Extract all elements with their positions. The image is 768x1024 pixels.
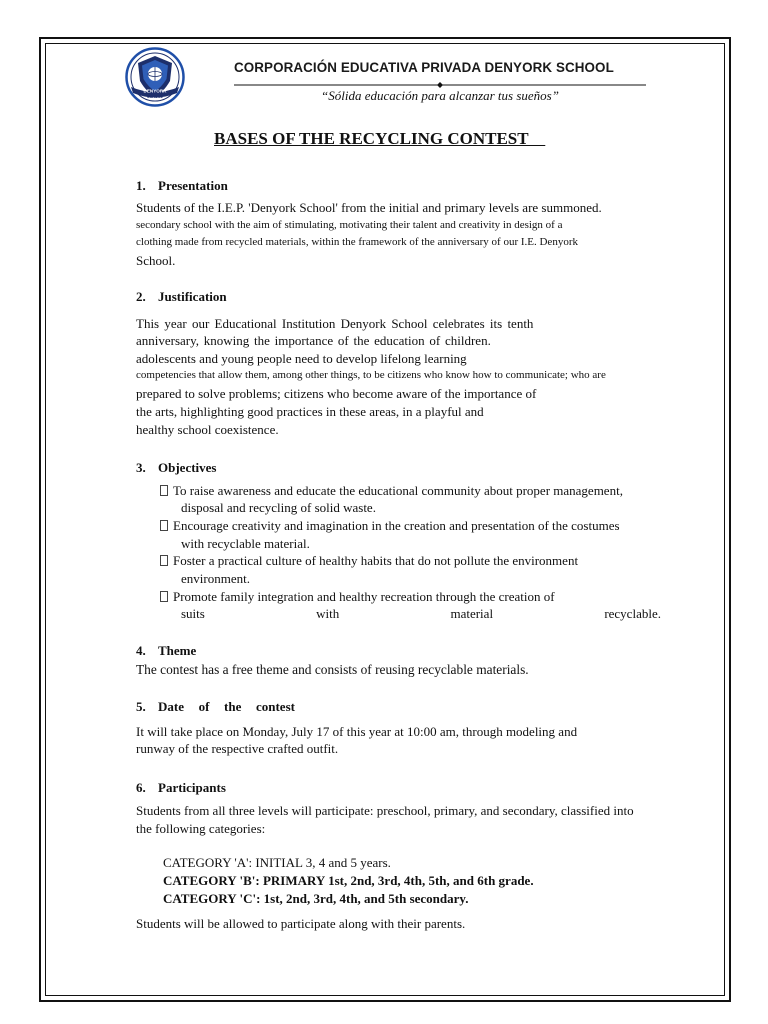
category-b: CATEGORY 'B': PRIMARY 1st, 2nd, 3rd, 4th, 5th, and 6th grade. — [163, 873, 534, 888]
objective-item-continued: disposal and recycling of solid waste. — [181, 500, 376, 515]
section-heading-objectives: 3. Objectives — [136, 460, 217, 475]
logo-text: DENYORK — [143, 88, 167, 94]
school-logo — [125, 47, 185, 107]
paragraph-line: adolescents and young people need to develop lifelong learning — [136, 351, 467, 366]
paragraph-line: the arts, highlighting good practices in these areas, in a playful and — [136, 404, 484, 419]
objective-item-continued: with recyclable material. — [181, 536, 310, 551]
paragraph-line: healthy school coexistence. — [136, 422, 279, 437]
bullet-box-icon — [160, 555, 168, 566]
paragraph-line: Students from all three levels will participate: preschool, primary, and secondary, classified into — [136, 803, 634, 818]
category-a: CATEGORY 'A': INITIAL 3, 4 and 5 years. — [163, 855, 391, 870]
section-heading-presentation: 1. Presentation — [136, 178, 228, 193]
paragraph-line: The contest has a free theme and consists of reusing recyclable materials. — [136, 662, 529, 677]
paragraph-line: Students of the I.E.P. 'Denyork School' from the initial and primary levels are summoned. — [136, 200, 602, 215]
paragraph-line: It will take place on Monday, July 17 of this year at 10:00 am, through modeling and — [136, 724, 578, 739]
paragraph-line: Students will be allowed to participate along with their parents. — [136, 916, 466, 931]
objective-item: To raise awareness and educate the educational community about proper management, — [160, 483, 623, 499]
svg-text:SCHOOL: SCHOOL — [146, 95, 164, 99]
paragraph-line: runway of the respective crafted outfit. — [136, 741, 339, 756]
paragraph-line: This year our Educational Institution Denyork School celebrates its tenth — [136, 316, 534, 331]
objective-item-continued: environment. — [181, 571, 250, 586]
paragraph-line: clothing made from recycled materials, within the framework of the anniversary of our I.E. Denyork — [136, 236, 578, 248]
category-c: CATEGORY 'C': 1st, 2nd, 3rd, 4th, and 5th secondary. — [163, 891, 469, 906]
paragraph-line: anniversary, knowing the importance of the education of children. — [136, 333, 491, 348]
school-name: CORPORACIÓN EDUCATIVA PRIVADA DENYORK SCHOOL — [234, 60, 614, 75]
section-heading-date: 5. Date of the contest — [136, 699, 295, 714]
section-heading-participants: 6. Participants — [136, 780, 226, 795]
bullet-box-icon — [160, 485, 168, 496]
document-title: BASES OF THE RECYCLING CONTEST — [214, 129, 546, 148]
section-heading-justification: 2. Justification — [136, 289, 227, 304]
objective-item: Encourage creativity and imagination in the creation and presentation of the costumes — [160, 518, 620, 534]
section-heading-theme: 4. Theme — [136, 643, 197, 658]
objective-item: Foster a practical culture of healthy habits that do not pollute the environment — [160, 553, 578, 569]
objective-item-continued: suits with material recyclable. — [181, 606, 661, 621]
objective-item: Promote family integration and healthy recreation through the creation of — [160, 589, 555, 605]
paragraph-line: competencies that allow them, among other things, to be citizens who know how to communicate; who are — [136, 369, 606, 381]
paragraph-line: prepared to solve problems; citizens who become aware of the importance of — [136, 386, 537, 401]
paragraph-line: School. — [136, 253, 176, 268]
paragraph-line: secondary school with the aim of stimulating, motivating their talent and creativity in design of a — [136, 219, 563, 231]
bullet-box-icon — [160, 520, 168, 531]
bullet-box-icon — [160, 591, 168, 602]
school-motto: “Sólida educación para alcanzar tus sueños” — [321, 88, 559, 103]
paragraph-line: the following categories: — [136, 821, 266, 836]
